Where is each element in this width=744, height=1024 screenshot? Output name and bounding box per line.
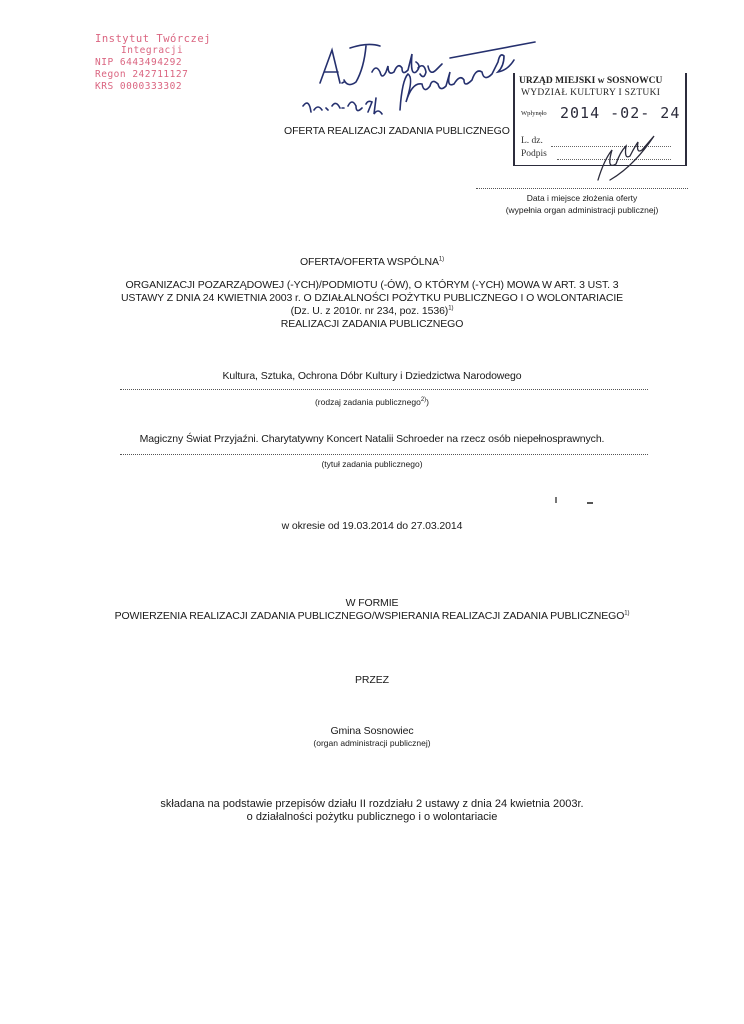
stamp-line: NIP 6443494292 bbox=[95, 57, 183, 68]
org-line-1: ORGANIZACJI POZARZĄDOWEJ (-YCH)/PODMIOTU (-ÓW), O KTÓRYM (-YCH) MOWA W ART. 3 UST. 3 bbox=[125, 279, 619, 291]
stamp-office: URZĄD MIEJSKI w SOSNOWCU bbox=[519, 76, 663, 86]
date-place-note: (wypełnia organ administracji publicznej) bbox=[505, 205, 659, 215]
stamp-line: Regon 242711127 bbox=[95, 69, 189, 80]
scan-mark bbox=[555, 497, 557, 503]
through-label: PRZEZ bbox=[355, 674, 389, 686]
page-header-title: OFERTA REALIZACJI ZADANIA PUBLICZNEGO bbox=[284, 125, 510, 137]
form-value: POWIERZENIA REALIZACJI ZADANIA PUBLICZNEGO/WSPIERANIA REALIZACJI ZADANIA PUBLICZNEGO$^{1)}$ bbox=[114, 610, 630, 622]
stamp-received-date: 2014 -02- 24 bbox=[560, 104, 681, 122]
org-line-4: REALIZACJI ZADANIA PUBLICZNEGO bbox=[280, 318, 464, 330]
legal-basis-line-2: o działalności pożytku publicznego i o wolontariacie bbox=[246, 811, 498, 823]
period: w okresie od 19.03.2014 do 27.03.2014 bbox=[281, 520, 463, 532]
task-title-value: Magiczny Świat Przyjaźni. Charytatywny Koncert Natalii Schroeder na rzecz osób niepełnosprawnych. bbox=[139, 433, 605, 445]
offer-type: OFERTA/OFERTA WSPÓLNA$^{1)}$ bbox=[299, 256, 445, 268]
stamp-line: Instytut Twórczej bbox=[95, 33, 211, 45]
authority-value: Gmina Sosnowiec bbox=[330, 725, 414, 737]
org-line-2: USTAWY Z DNIA 24 KWIETNIA 2003 r. O DZIAŁALNOŚCI POŻYTKU PUBLICZNEGO I O WOLONTARIACIE bbox=[120, 292, 624, 304]
organization-stamp bbox=[95, 33, 230, 93]
org-line-3: (Dz. U. z 2010r. nr 234, poz. 1536)$^{1)}$ bbox=[290, 305, 454, 317]
handwritten-signature bbox=[280, 28, 545, 118]
stamp-department: WYDZIAŁ KULTURY I SZTUKI bbox=[521, 88, 661, 98]
authority-caption: (organ administracji publicznej) bbox=[313, 738, 431, 748]
form-label: W FORMIE bbox=[345, 597, 399, 609]
scan-mark bbox=[587, 502, 593, 504]
stamp-signature-label: Podpis bbox=[521, 149, 547, 159]
task-title-caption: (tytuł zadania publicznego) bbox=[321, 459, 423, 469]
task-kind-caption: (rodzaj zadania publicznego$^{2)}$) bbox=[314, 397, 430, 407]
stamp-line: KRS 0000333302 bbox=[95, 81, 183, 92]
stamp-received-label: Wpłynęło bbox=[521, 110, 547, 117]
date-place-label: Data i miejsce złożenia oferty bbox=[526, 193, 638, 203]
stamp-initials-scribble bbox=[590, 132, 670, 184]
stamp-line: Integracji bbox=[121, 45, 184, 56]
task-kind-value: Kultura, Sztuka, Ochrona Dóbr Kultury i Dziedzictwa Narodowego bbox=[222, 370, 522, 382]
legal-basis-line-1: składana na podstawie przepisów działu II rozdziału 2 ustawy z dnia 24 kwietnia 2003r. bbox=[160, 798, 584, 810]
stamp-ldz-label: L. dz. bbox=[521, 136, 543, 146]
